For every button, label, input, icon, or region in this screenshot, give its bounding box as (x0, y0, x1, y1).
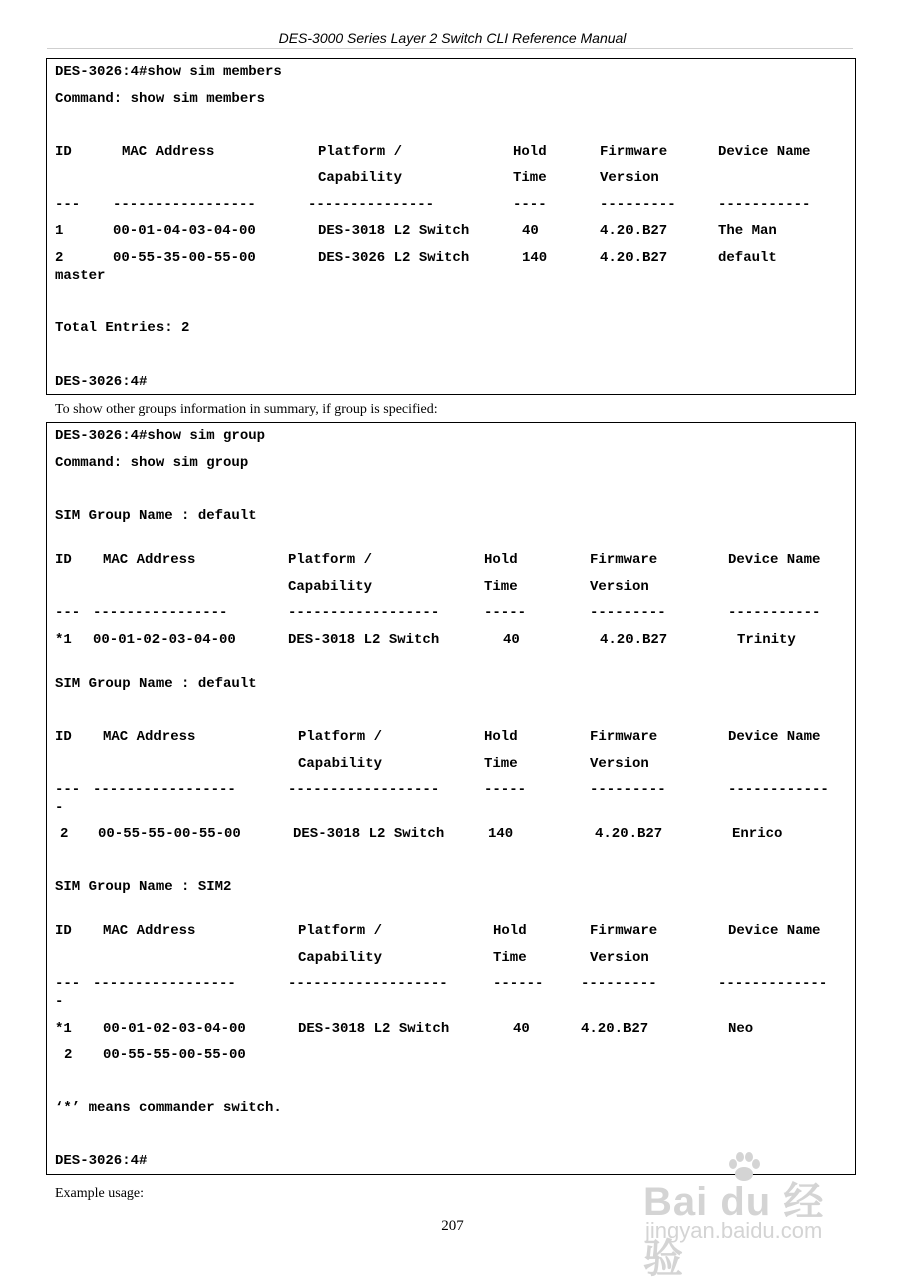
dash-platform: ------------------ (288, 782, 440, 798)
col-header-version: Version (590, 950, 649, 966)
row-id: 2 (55, 250, 64, 266)
baidu-watermark (643, 1150, 853, 1281)
row-hold: 140 (488, 826, 514, 842)
row-id: 2 (64, 1047, 73, 1063)
dash-hold: ----- (484, 782, 527, 798)
row-platform: DES-3026 L2 Switch (318, 250, 470, 266)
dash-firmware: --------- (600, 197, 676, 213)
row-firmware: 4.20.B27 (581, 1021, 649, 1037)
dash-hold: ---- (513, 197, 547, 213)
col-header-version: Version (600, 170, 659, 186)
body-text: Example usage: (55, 1186, 145, 1201)
col-header-platform: Platform / (298, 729, 383, 745)
col-header-platform: Platform / (298, 923, 383, 939)
row-firmware: 4.20.B27 (595, 826, 663, 842)
row-device: The Man (718, 223, 777, 239)
commander-note: ‘*’ means commander switch. (55, 1100, 282, 1116)
row-id: *1 (55, 632, 72, 648)
row-device: Neo (728, 1021, 754, 1037)
dash-mac: ----------------- (93, 976, 236, 992)
col-header-time: Time (493, 950, 527, 966)
body-text: To show other groups information in summary, if group is specified: (55, 402, 438, 417)
col-header-id: ID (55, 923, 72, 939)
cli-command-echo: Command: show sim group (55, 455, 249, 471)
col-header-device: Device Name (718, 144, 811, 160)
col-header-time: Time (484, 579, 518, 595)
col-header-device: Device Name (728, 923, 821, 939)
row-platform: DES-3018 L2 Switch (318, 223, 470, 239)
col-header-mac: MAC Address (103, 923, 196, 939)
dash-device: ----------- (718, 197, 811, 213)
col-header-platform: Platform / (288, 552, 373, 568)
total-entries: Total Entries: 2 (55, 320, 190, 336)
cli-end-prompt: DES-3026:4# (55, 374, 148, 390)
dash-device: ----------- (728, 605, 821, 621)
row-device: default (718, 250, 777, 266)
dash-firmware: --------- (590, 605, 666, 621)
cli-end-prompt: DES-3026:4# (55, 1153, 148, 1169)
col-header-hold: Hold (493, 923, 527, 939)
dash-id: --- (55, 782, 81, 798)
running-header: DES-3000 Series Layer 2 Switch CLI Reference Manual (278, 30, 627, 46)
col-header-hold: Hold (484, 729, 518, 745)
col-header-device: Device Name (728, 729, 821, 745)
cli-prompt: DES-3026:4#show sim members (55, 64, 282, 80)
dash-wrap: - (55, 994, 64, 1010)
row-platform: DES-3018 L2 Switch (288, 632, 440, 648)
dash-platform: --------------- (308, 197, 435, 213)
col-header-device: Device Name (728, 552, 821, 568)
dash-mac: ----------------- (93, 782, 236, 798)
dash-device: ------------- (718, 976, 828, 992)
dash-mac: ---------------- (93, 605, 228, 621)
row-mac: 00-01-04-03-04-00 (113, 223, 256, 239)
col-header-time: Time (513, 170, 547, 186)
row-mac: 00-01-02-03-04-00 (103, 1021, 246, 1037)
dash-firmware: --------- (590, 782, 666, 798)
col-header-capability: Capability (288, 579, 373, 595)
row-platform: DES-3018 L2 Switch (293, 826, 445, 842)
col-header-hold: Hold (484, 552, 518, 568)
row-firmware: 4.20.B27 (600, 632, 668, 648)
row-device: Trinity (737, 632, 796, 648)
row-mac: 00-55-55-00-55-00 (103, 1047, 246, 1063)
dash-id: --- (55, 605, 81, 621)
header-divider (47, 48, 853, 49)
col-header-id: ID (55, 144, 72, 160)
col-header-mac: MAC Address (103, 729, 196, 745)
group-name: SIM Group Name : default (55, 508, 257, 524)
row-id: *1 (55, 1021, 72, 1037)
dash-platform: ------------------ (288, 605, 440, 621)
row-mac: 00-55-55-00-55-00 (98, 826, 241, 842)
row-mac: 00-01-02-03-04-00 (93, 632, 236, 648)
dash-hold: ----- (484, 605, 527, 621)
col-header-capability: Capability (298, 756, 383, 772)
row-id: 1 (55, 223, 64, 239)
dash-id: --- (55, 976, 81, 992)
dash-platform: ------------------- (288, 976, 448, 992)
col-header-version: Version (590, 579, 649, 595)
cli-command-echo: Command: show sim members (55, 91, 266, 107)
group-name: SIM Group Name : default (55, 676, 257, 692)
dash-wrap: - (55, 800, 64, 816)
col-header-capability: Capability (298, 950, 383, 966)
col-header-firmware: Firmware (600, 144, 668, 160)
dash-device: ------------ (728, 782, 829, 798)
row-hold: 140 (522, 250, 548, 266)
row-hold: 40 (513, 1021, 530, 1037)
col-header-hold: Hold (513, 144, 547, 160)
row-hold: 40 (522, 223, 539, 239)
col-header-time: Time (484, 756, 518, 772)
col-header-firmware: Firmware (590, 552, 658, 568)
row-firmware: 4.20.B27 (600, 223, 668, 239)
row-device-wrap: master (55, 268, 106, 284)
row-platform: DES-3018 L2 Switch (298, 1021, 450, 1037)
col-header-platform: Platform / (318, 144, 403, 160)
col-header-version: Version (590, 756, 649, 772)
col-header-firmware: Firmware (590, 923, 658, 939)
col-header-mac: MAC Address (122, 144, 215, 160)
dash-id: --- (55, 197, 81, 213)
col-header-capability: Capability (318, 170, 403, 186)
col-header-id: ID (55, 552, 72, 568)
dash-mac: ----------------- (113, 197, 256, 213)
row-firmware: 4.20.B27 (600, 250, 668, 266)
col-header-id: ID (55, 729, 72, 745)
row-hold: 40 (503, 632, 520, 648)
row-mac: 00-55-35-00-55-00 (113, 250, 256, 266)
col-header-mac: MAC Address (103, 552, 196, 568)
dash-firmware: --------- (581, 976, 657, 992)
row-device: Enrico (732, 826, 783, 842)
group-name: SIM Group Name : SIM2 (55, 879, 232, 895)
watermark-url: jingyan.baidu.com (645, 1218, 823, 1243)
col-header-firmware: Firmware (590, 729, 658, 745)
watermark-brand: Bai du 经验 (643, 1180, 825, 1281)
page-number: 207 (441, 1218, 464, 1234)
cli-prompt: DES-3026:4#show sim group (55, 428, 266, 444)
row-id: 2 (60, 826, 69, 842)
dash-hold: ------ (493, 976, 544, 992)
